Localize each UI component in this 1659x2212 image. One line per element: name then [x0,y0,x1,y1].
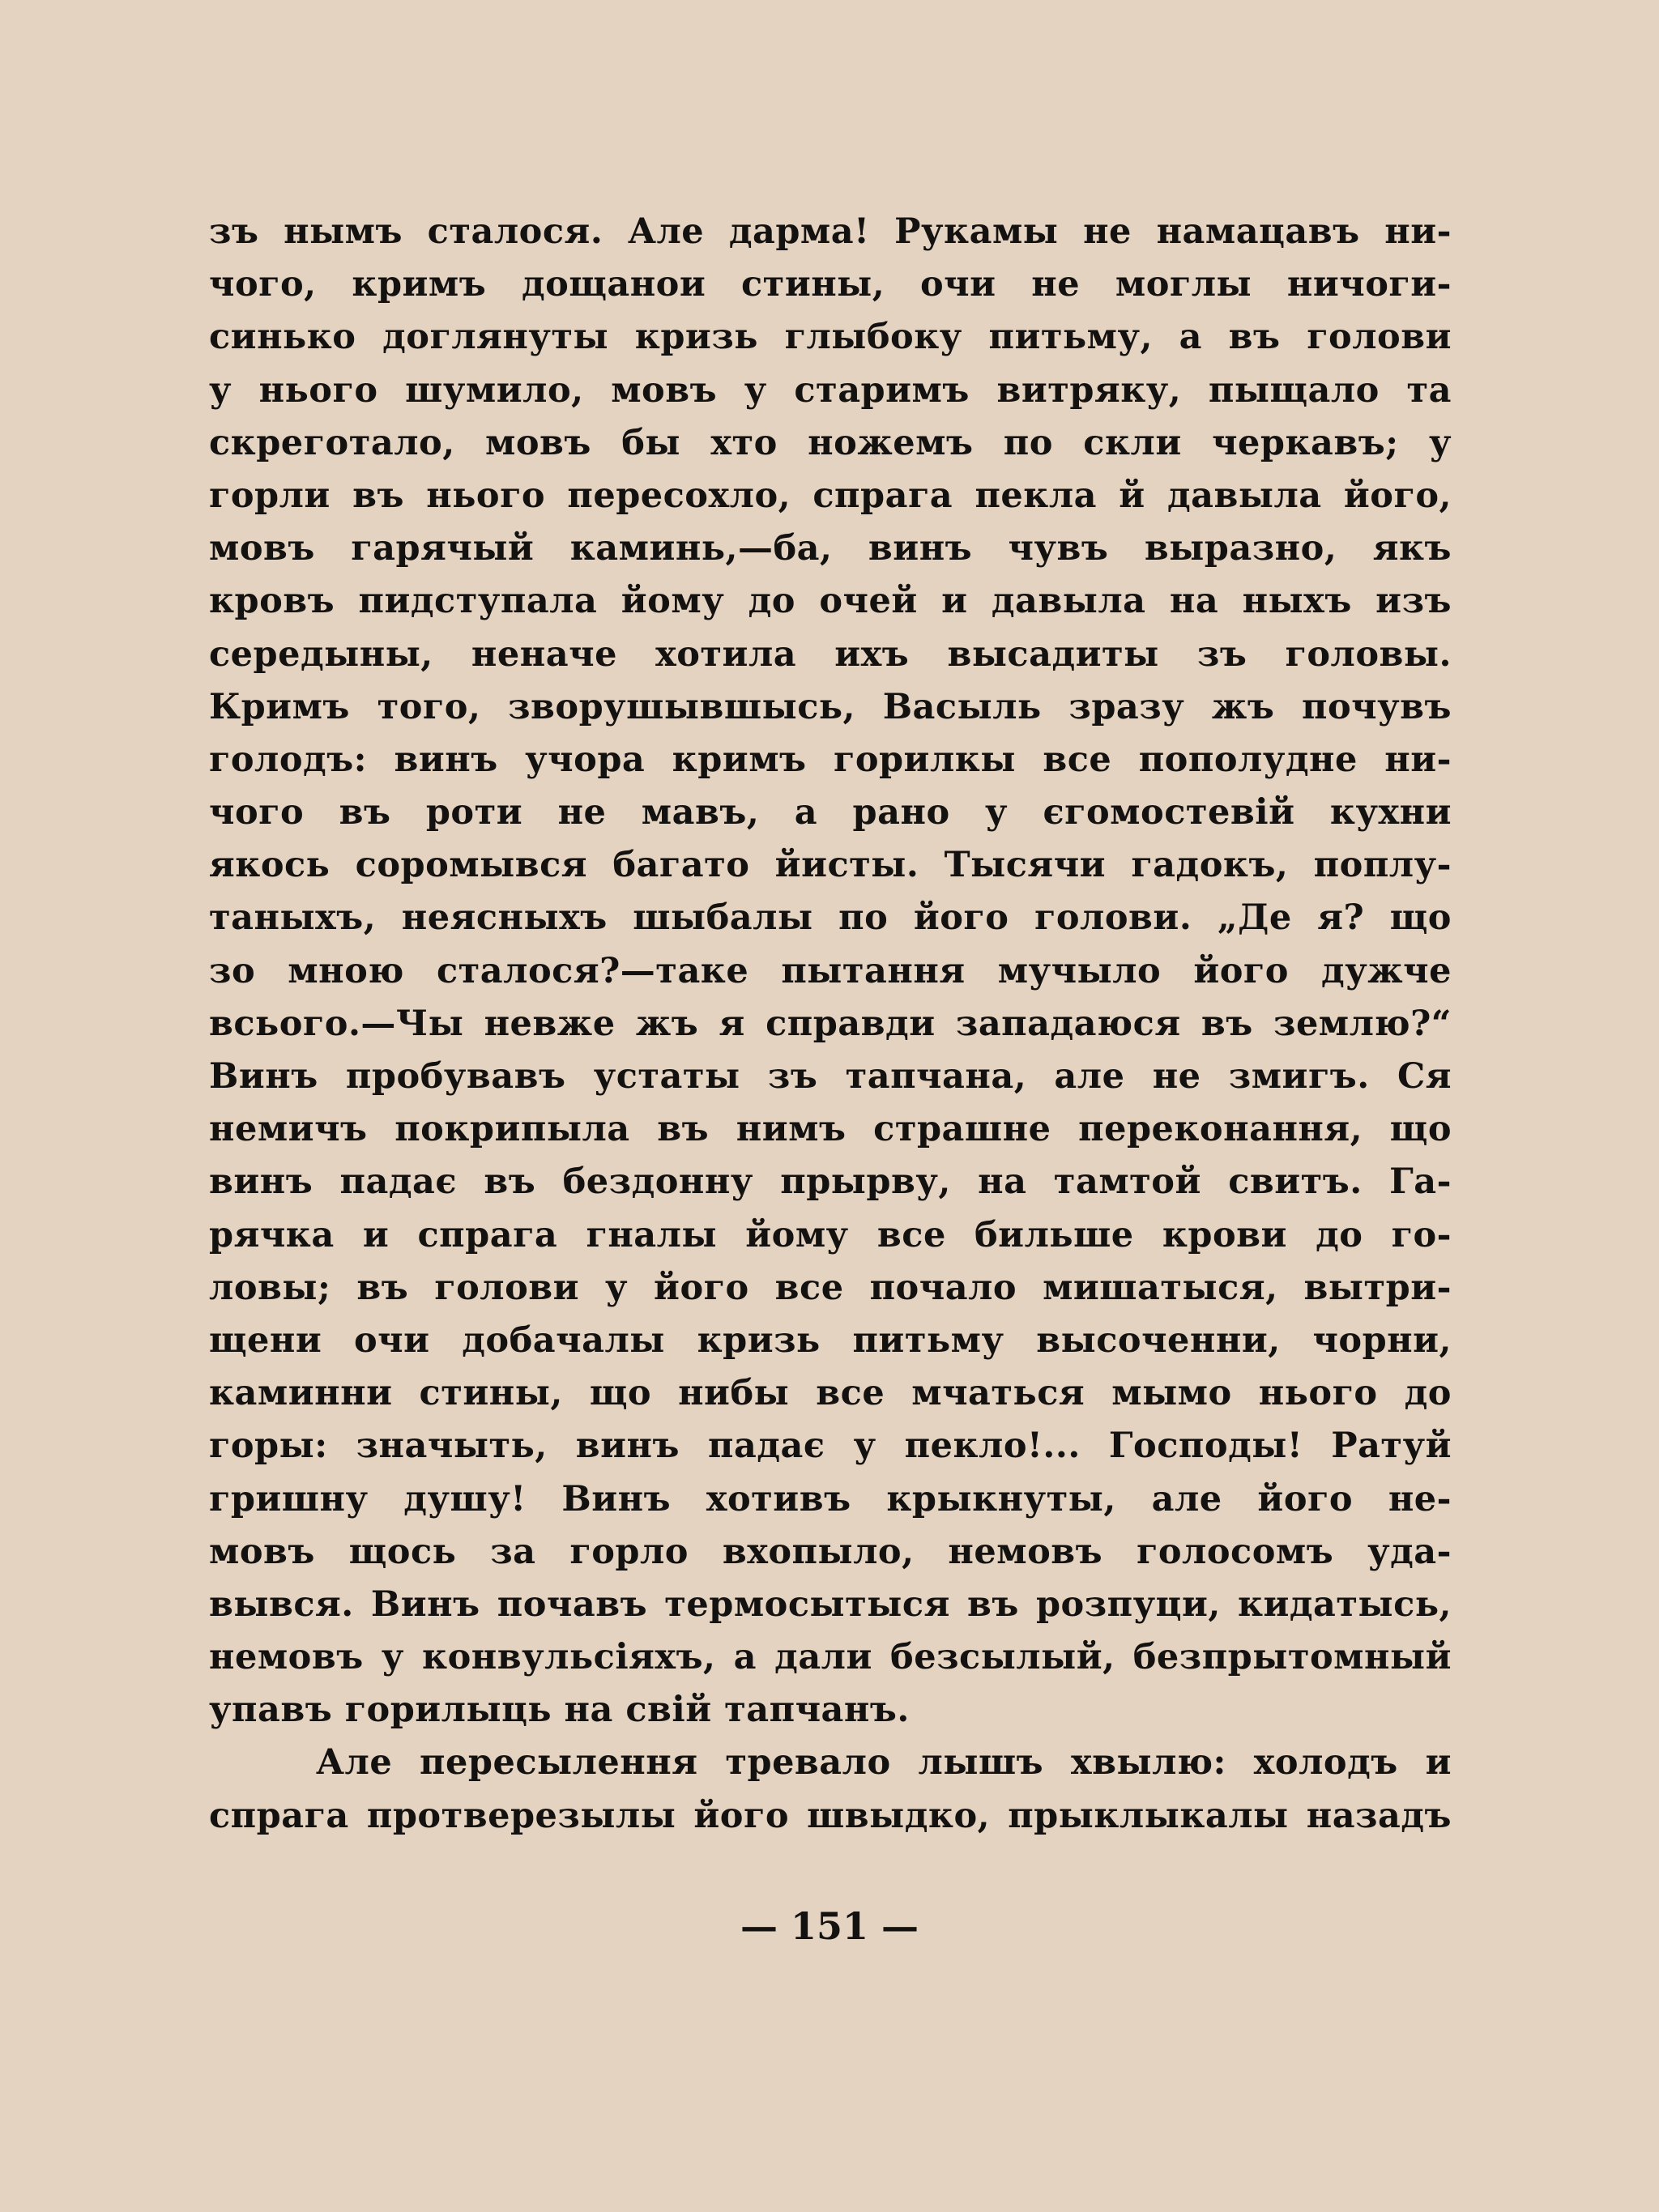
text-line: каминни стины, що нибы все мчаться мымо нього до [209,1373,1452,1414]
text-line: вывся. Винъ почавъ термосытыся въ розпуци, кидатысь, [209,1583,1452,1625]
text-line: у нього шумило, мовъ у старимъ витряку, пыщало та [209,369,1452,411]
text-line: зо мною сталося?—таке пытання мучыло його дужче [209,950,1452,991]
text-line: якось соромывся багато йисты. Тысячи гадокъ, поплу- [209,845,1452,886]
text-line: горли въ нього пересохло, спрага пекла й давыла його, [209,475,1452,516]
text-line: Кримъ того, зворушывшысь, Васыль зразу жъ почувъ [209,686,1452,727]
text-line: Але пересылення тревало лышъ хвылю: холодъ и [316,1742,1452,1784]
text-line: горы: значыть, винъ падає у пекло!... Господы! Ратуй [209,1426,1452,1467]
text-line: немичъ покрипыла въ нимъ страшне переконання, що [209,1109,1452,1150]
text-line: щени очи добачалы кризь питьму высоченни, чорни, [209,1319,1452,1361]
text-line: середыны, неначе хотила ихъ высадиты зъ головы. [209,633,1452,675]
body-text [209,206,1452,1843]
text-line: кровъ пидступала йому до очей и давыла на ныхъ изъ [209,581,1452,622]
text-line: синько доглянуты кризь глыбоку питьму, а въ голови [209,317,1452,358]
text-line: таныхъ, неясныхъ шыбалы по його голови. „Де я? що [209,897,1452,939]
text-line: голодъ: винъ учора кримъ горилкы все пополудне ни- [209,739,1452,780]
text-line: зъ нымъ сталося. Але дарма! Рукамы не намацавъ ни- [209,211,1452,252]
paragraph-2 [209,1737,1452,1842]
text-line: спрага протверезылы його швыдко, прыклыкалы назадъ [209,1795,1452,1836]
text-line: винъ падає въ бездонну прырву, на тамтой свитъ. Га- [209,1161,1452,1203]
text-line: рячка и спрага гналы йому все бильше крови до го- [209,1214,1452,1255]
text-line: немовъ у конвульсіяхъ, а дали безсылый, безпрытомный [209,1637,1452,1678]
text-line: мовъ гарячый каминь,—ба, винъ чувъ выразно, якъ [209,528,1452,569]
text-line: гришну душу! Винъ хотивъ крыкнуты, але його не- [209,1478,1452,1519]
text-line: чого въ роти не мавъ, а рано у єгомостевій кухни [209,792,1452,833]
text-line: чого, кримъ дощанои стины, очи не моглы ничоги- [209,264,1452,305]
text-line: упавъ горилыць на свій тапчанъ. [209,1690,910,1731]
text-line: ловы; въ голови у його все почало мишатыся, вытри- [209,1267,1452,1308]
text-line: скреготало, мовъ бы хто ножемъ по скли черкавъ; у [209,422,1452,463]
paragraph-1 [209,206,1452,1737]
text-line: Винъ пробувавъ устаты зъ тапчана, але не змигъ. Ся [209,1056,1452,1097]
page-number: — 151 — [740,1904,919,1948]
text-line: всього.—Чы невже жъ я справди западаюся въ землю?“ [209,1003,1452,1044]
text-line: мовъ щось за горло вхопыло, немовъ голосомъ уда- [209,1531,1452,1572]
